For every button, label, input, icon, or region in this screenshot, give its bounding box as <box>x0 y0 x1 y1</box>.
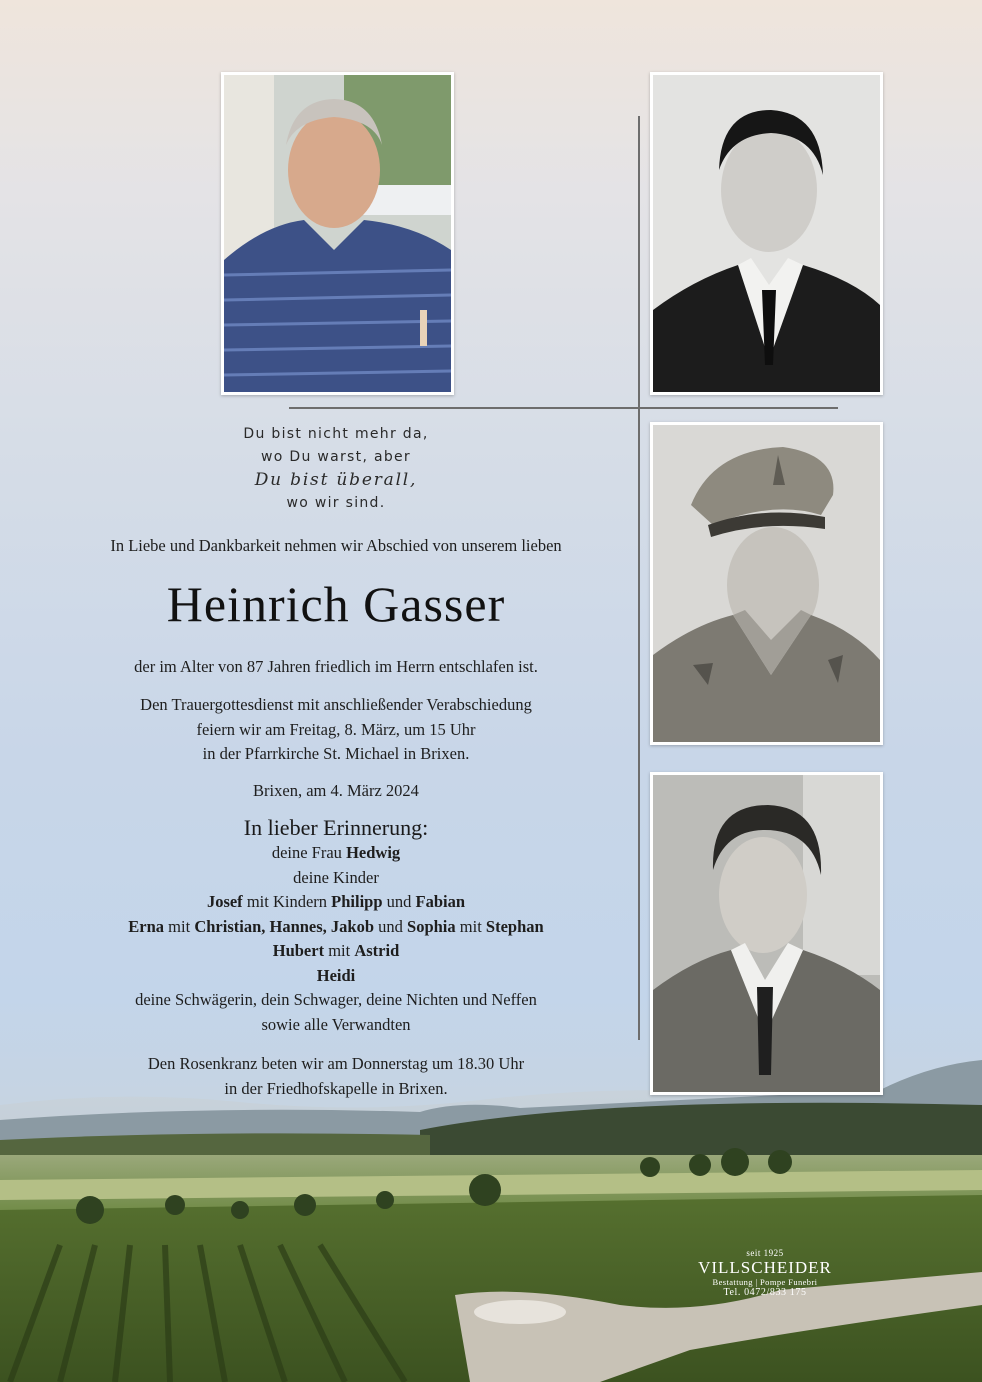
wife-name: Hedwig <box>346 843 401 862</box>
place-date: Brixen, am 4. März 2024 <box>253 781 419 800</box>
family-connector: und <box>374 916 408 936</box>
memory-wife <box>80 841 592 866</box>
family-name: Erna <box>128 916 165 936</box>
family-name: Astrid <box>354 941 400 960</box>
children-label: deine Kinder <box>293 867 379 887</box>
family-connector: mit <box>324 941 355 960</box>
photo-uniform-portrait <box>650 422 883 745</box>
funeral-line-3: in der Pfarrkirche St. Michael in Brixen. <box>202 744 470 763</box>
rosary-info <box>80 1052 592 1101</box>
poem-line-1: Du bist nicht mehr da, <box>243 426 429 442</box>
family-name: Hubert <box>272 941 325 960</box>
intro-text: In Liebe und Dankbarkeit nehmen wir Abschied von unserem lieben <box>110 536 562 555</box>
memory-title: In lieber Erinnerung: <box>243 815 429 840</box>
photo-young-portrait <box>650 772 883 1095</box>
family-name: Philipp <box>331 892 383 911</box>
cross-horizontal-line <box>289 407 838 409</box>
relatives-line-2: sowie alle Verwandten <box>261 1014 411 1034</box>
family-row-4 <box>80 964 592 989</box>
family-name: Heidi <box>316 965 356 985</box>
poem <box>80 423 592 515</box>
funeral-info <box>80 693 592 767</box>
funeral-line-2: feiern wir am Freitag, 8. März, um 15 Uhr <box>196 719 476 739</box>
family-name: Sophia <box>407 916 456 936</box>
family-name: Stephan <box>485 916 544 936</box>
family-connector: mit <box>455 916 486 936</box>
deceased-name: Heinrich Gasser <box>166 576 506 632</box>
family-name: Christian, Hannes, Jakob <box>194 916 375 936</box>
family-connector: mit <box>164 916 195 936</box>
cross-vertical-line <box>638 116 640 1040</box>
funeral-line-1: Den Trauergottesdienst mit anschließender Verabschiedung <box>140 695 532 714</box>
death-notice: der im Alter von 87 Jahren friedlich im Herrn entschlafen ist. <box>134 657 538 676</box>
poem-line-4: wo wir sind. <box>286 495 386 511</box>
logo-since: seit 1925 <box>746 1248 784 1258</box>
rosary-line-2: in der Friedhofskapelle in Brixen. <box>224 1078 448 1098</box>
poem-line-2: wo Du warst, aber <box>261 449 411 465</box>
photo-elderly-portrait <box>221 72 454 395</box>
logo-subtitle: Bestattung | Pompe Funebri <box>712 1277 818 1287</box>
rosary-line-1: Den Rosenkranz beten wir am Donnerstag um 18.30 Uhr <box>147 1054 525 1073</box>
family-row-1 <box>80 890 592 915</box>
family-name: Fabian <box>415 892 466 911</box>
logo-brand: VILLSCHEIDER <box>698 1258 832 1277</box>
funeral-home-logo <box>690 1248 840 1298</box>
family-connector: mit Kindern <box>242 892 332 911</box>
memory-section <box>80 815 592 1037</box>
family-name: Josef <box>206 892 243 911</box>
relatives-line-1: deine Schwägerin, dein Schwager, deine Nichten und Neffen <box>135 990 537 1009</box>
family-row-3 <box>80 939 592 964</box>
photo-suit-portrait <box>650 72 883 395</box>
wife-prefix: deine Frau <box>271 843 347 862</box>
family-connector: und <box>382 892 416 911</box>
poem-line-3: Du bist überall, <box>254 470 418 490</box>
logo-phone: Tel. 0472/833 175 <box>723 1287 807 1298</box>
family-row-2 <box>80 915 592 940</box>
